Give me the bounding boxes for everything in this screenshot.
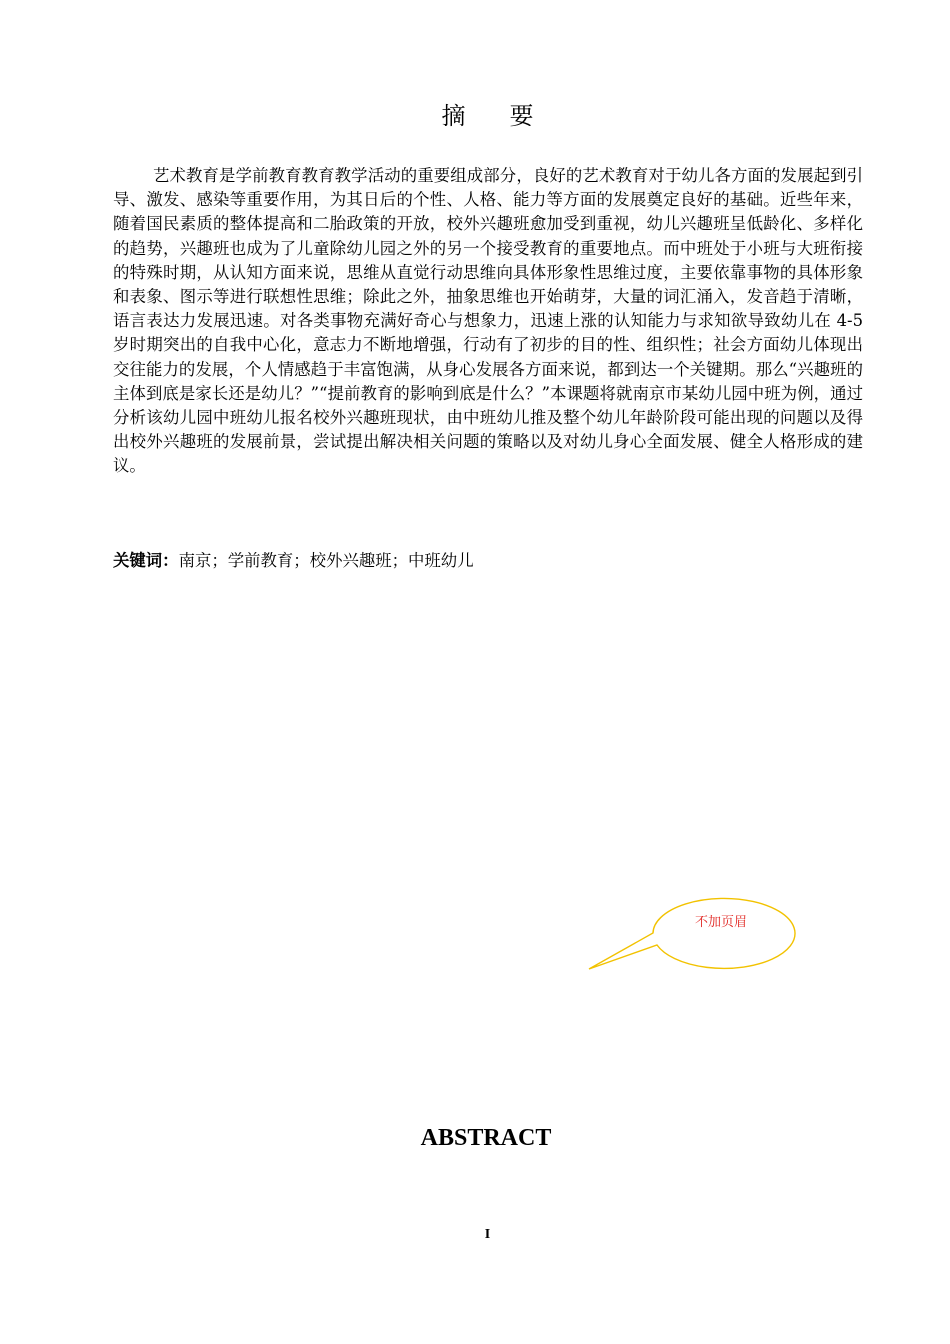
abstract-cn-title: [0, 96, 950, 131]
comment-balloon-text: 不加页眉: [694, 915, 747, 930]
page-number: I: [484, 1227, 491, 1242]
abstract-en-title: ABSTRACT: [420, 1125, 552, 1151]
abstract-cn-title-char-2: 要: [509, 102, 534, 130]
keywords-label: 关键词：: [113, 551, 179, 570]
comment-balloon[interactable]: [585, 895, 795, 975]
comment-balloon-shape: [585, 895, 795, 975]
abstract-cn-title-char-1: 摘: [441, 102, 466, 130]
keywords-line: [113, 549, 863, 573]
keywords-value: 南京；学前教育；校外兴趣班；中班幼儿: [178, 551, 474, 570]
abstract-cn-body: 艺术教育是学前教育教育教学活动的重要组成部分，良好的艺术教育对于幼儿各方面的发展起到引导、激发、感染等重要作用，为其日后的个性、人格、能力等方面的发展奠定良好的基础。近些年来，随着国民素质的整体提高和二胎政策的开放，校外兴趣班愈加受到重视，幼儿兴趣班呈低龄化、多样化的趋势，兴趣班也成为了儿童除幼儿园之外的另一个接受教育的重要地点。而中班处于小班与大班衔接的特殊时期，从认知方面来说，思维从直觉行动思维向具体形象性思维过度，主要依靠事物的具体形象和表象、图示等进行联想性思维；除此之外，抽象思维也开始萌芽，大量的词汇涌入，发音趋于清晰，语言表达力发展迅速。对各类事物充满好奇心与想象力，迅速上涨的认知能力与求知欲导致幼儿在 4-5 岁时期突出的自我中心化，意志力不断地增强，行动有了初步的目的性、组织性；社会方面幼儿体现出交往能力的发展，个人情感趋于丰富饱满，从身心发展各方面来说，都到达一个关键期。那么“兴趣班的主体到底是家长还是幼儿？”“提前教育的影响到底是什么？”本课题将就南京市某幼儿园中班为例，通过分析该幼儿园中班幼儿报名校外兴趣班现状，由中班幼儿推及整个幼儿年龄阶段可能出现的问题以及得出校外兴趣班的发展前景，尝试提出解决相关问题的策略以及对幼儿身心全面发展、健全人格形成的建议。: [113, 166, 863, 476]
